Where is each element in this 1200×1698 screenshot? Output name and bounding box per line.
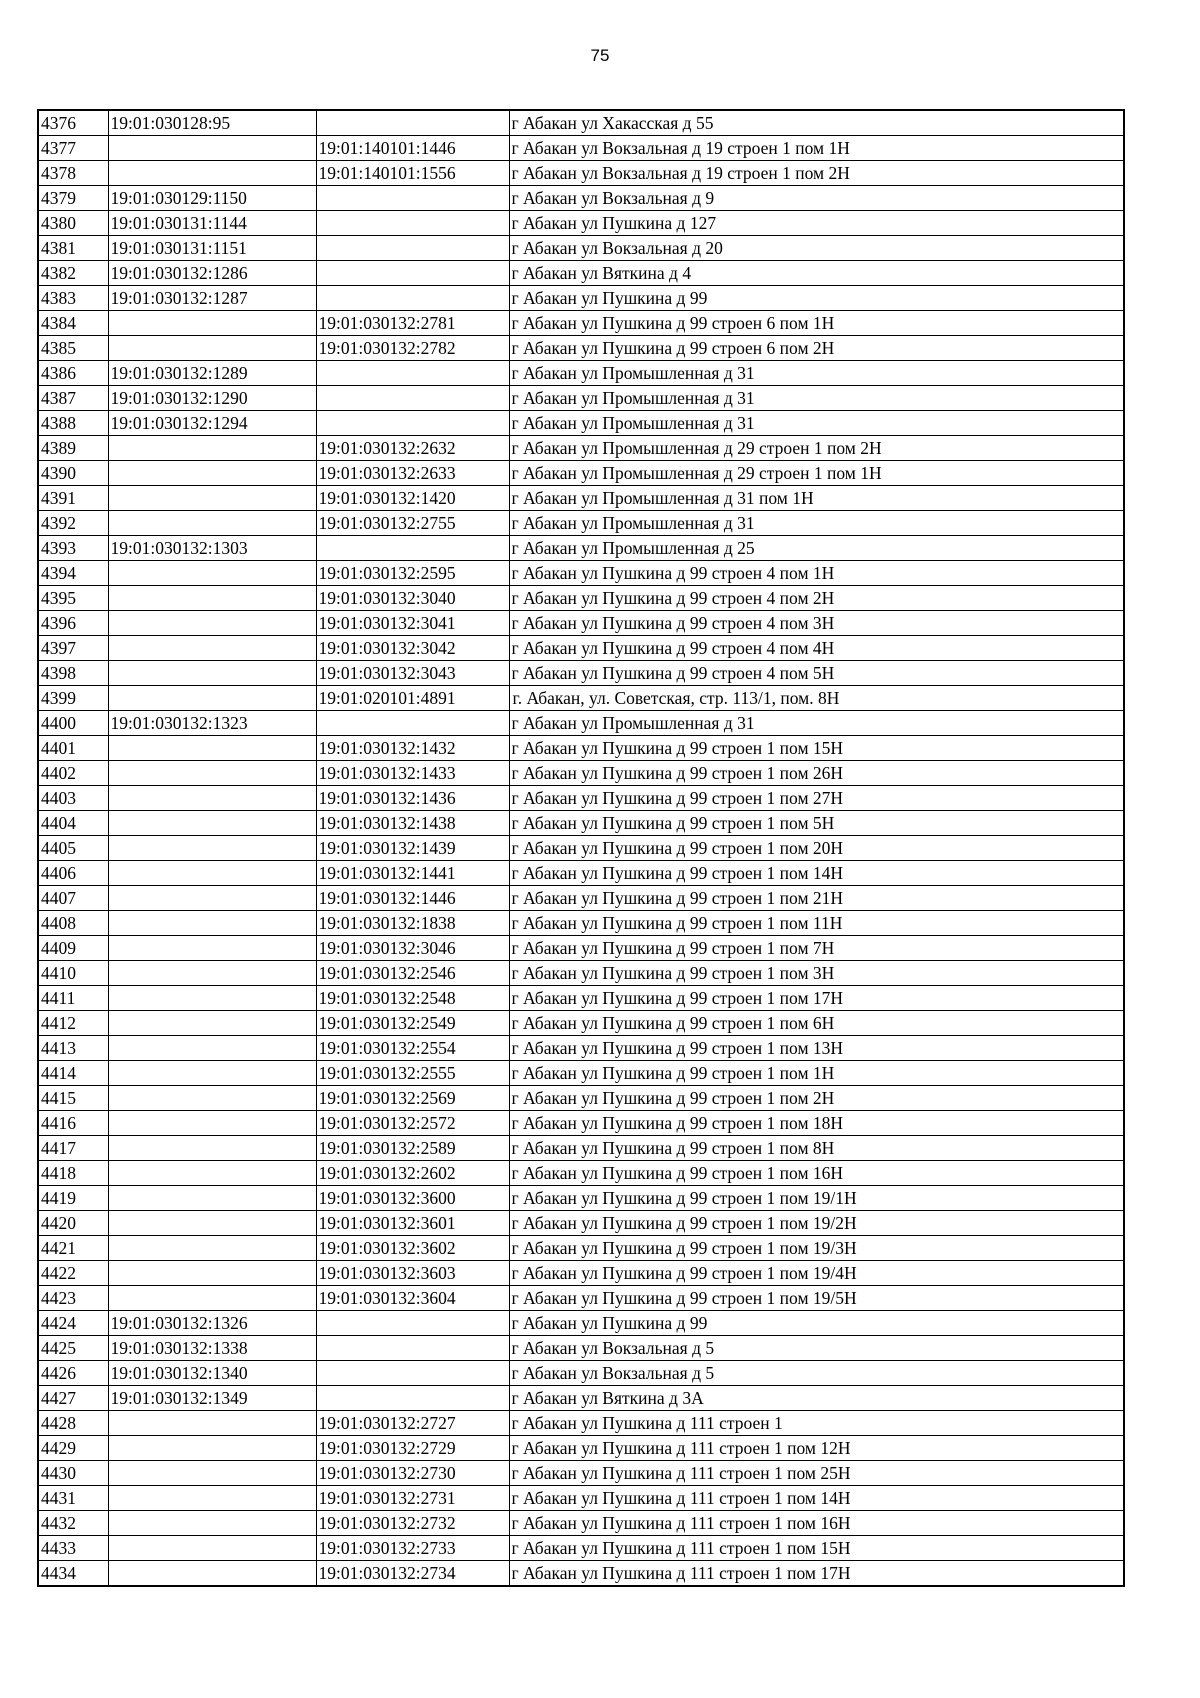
cadastral-number-cell — [108, 1236, 316, 1261]
row-number-cell: 4430 — [38, 1461, 108, 1486]
table-row — [38, 136, 1124, 161]
premises-cadastral-number-cell: 19:01:030132:1441 — [316, 861, 509, 886]
premises-cadastral-number-cell: 19:01:030132:2729 — [316, 1436, 509, 1461]
cadastral-number-cell: 19:01:030132:1287 — [108, 286, 316, 311]
premises-cadastral-number-cell — [316, 236, 509, 261]
premises-cadastral-number-cell: 19:01:030132:2730 — [316, 1461, 509, 1486]
table-row — [38, 511, 1124, 536]
premises-cadastral-number-cell: 19:01:030132:2633 — [316, 461, 509, 486]
address-cell: г Абакан ул Промышленная д 31 — [509, 711, 1124, 736]
table-row — [38, 811, 1124, 836]
table-row — [38, 686, 1124, 711]
table-row — [38, 911, 1124, 936]
table-row — [38, 311, 1124, 336]
address-cell: г Абакан ул Промышленная д 31 пом 1Н — [509, 486, 1124, 511]
cadastral-number-cell — [108, 1561, 316, 1587]
row-number-cell: 4407 — [38, 886, 108, 911]
row-number-cell: 4378 — [38, 161, 108, 186]
row-number-cell: 4379 — [38, 186, 108, 211]
premises-cadastral-number-cell: 19:01:030132:2727 — [316, 1411, 509, 1436]
row-number-cell: 4396 — [38, 611, 108, 636]
cadastral-number-cell — [108, 636, 316, 661]
table-row — [38, 286, 1124, 311]
table-row — [38, 1361, 1124, 1386]
table-row — [38, 461, 1124, 486]
address-cell: г Абакан ул Пушкина д 99 — [509, 1311, 1124, 1336]
table-row — [38, 486, 1124, 511]
address-cell: г Абакан ул Пушкина д 99 строен 1 пом 3Н — [509, 961, 1124, 986]
row-number-cell: 4415 — [38, 1086, 108, 1111]
row-number-cell: 4431 — [38, 1486, 108, 1511]
address-cell: г Абакан ул Пушкина д 99 строен 4 пом 3Н — [509, 611, 1124, 636]
address-cell: г Абакан ул Вокзальная д 19 строен 1 пом 2Н — [509, 161, 1124, 186]
cadastral-number-cell — [108, 1186, 316, 1211]
row-number-cell: 4403 — [38, 786, 108, 811]
table-row — [38, 986, 1124, 1011]
premises-cadastral-number-cell: 19:01:030132:2733 — [316, 1536, 509, 1561]
cadastral-number-cell — [108, 1436, 316, 1461]
address-cell: г Абакан ул Пушкина д 111 строен 1 пом 15Н — [509, 1536, 1124, 1561]
table-row — [38, 1311, 1124, 1336]
page-number: 75 — [590, 46, 610, 65]
premises-cadastral-number-cell: 19:01:030132:3602 — [316, 1236, 509, 1261]
address-cell: г Абакан ул Пушкина д 99 строен 1 пом 21Н — [509, 886, 1124, 911]
cadastral-number-cell — [108, 911, 316, 936]
row-number-cell: 4424 — [38, 1311, 108, 1336]
address-cell: г Абакан ул Промышленная д 29 строен 1 пом 2Н — [509, 436, 1124, 461]
address-cell: г Абакан ул Пушкина д 99 строен 1 пом 20Н — [509, 836, 1124, 861]
address-cell: г Абакан ул Пушкина д 111 строен 1 пом 14Н — [509, 1486, 1124, 1511]
row-number-cell: 4401 — [38, 736, 108, 761]
premises-cadastral-number-cell — [316, 186, 509, 211]
cadastral-number-cell — [108, 161, 316, 186]
address-cell: г Абакан ул Пушкина д 111 строен 1 пом 12Н — [509, 1436, 1124, 1461]
premises-cadastral-number-cell: 19:01:030132:2781 — [316, 311, 509, 336]
premises-cadastral-number-cell: 19:01:030132:2546 — [316, 961, 509, 986]
row-number-cell: 4385 — [38, 336, 108, 361]
row-number-cell: 4420 — [38, 1211, 108, 1236]
cadastral-number-cell — [108, 736, 316, 761]
cadastral-number-cell — [108, 1286, 316, 1311]
table-row — [38, 536, 1124, 561]
table-row — [38, 1111, 1124, 1136]
address-cell: г Абакан ул Пушкина д 99 строен 4 пом 2Н — [509, 586, 1124, 611]
premises-cadastral-number-cell: 19:01:030132:2572 — [316, 1111, 509, 1136]
cadastral-number-cell — [108, 461, 316, 486]
address-cell: г Абакан ул Пушкина д 111 строен 1 пом 25Н — [509, 1461, 1124, 1486]
table-row — [38, 961, 1124, 986]
cadastral-number-cell — [108, 1486, 316, 1511]
address-cell: г Абакан ул Вяткина д 3А — [509, 1386, 1124, 1411]
cadastral-number-cell — [108, 1461, 316, 1486]
cadastral-number-cell: 19:01:030132:1326 — [108, 1311, 316, 1336]
address-cell: г Абакан ул Вокзальная д 20 — [509, 236, 1124, 261]
cadastral-number-cell — [108, 336, 316, 361]
premises-cadastral-number-cell: 19:01:030132:2732 — [316, 1511, 509, 1536]
address-cell: г Абакан ул Пушкина д 99 строен 1 пом 19/5Н — [509, 1286, 1124, 1311]
premises-cadastral-number-cell: 19:01:030132:1438 — [316, 811, 509, 836]
premises-cadastral-number-cell: 19:01:030132:3041 — [316, 611, 509, 636]
premises-cadastral-number-cell: 19:01:030132:1433 — [316, 761, 509, 786]
row-number-cell: 4399 — [38, 686, 108, 711]
row-number-cell: 4413 — [38, 1036, 108, 1061]
table-row — [38, 1461, 1124, 1486]
address-cell: г Абакан ул Пушкина д 99 строен 1 пом 18Н — [509, 1111, 1124, 1136]
table-row — [38, 1086, 1124, 1111]
premises-cadastral-number-cell: 19:01:030132:3042 — [316, 636, 509, 661]
row-number-cell: 4419 — [38, 1186, 108, 1211]
row-number-cell: 4409 — [38, 936, 108, 961]
address-cell: г Абакан ул Промышленная д 31 — [509, 511, 1124, 536]
row-number-cell: 4404 — [38, 811, 108, 836]
cadastral-number-cell — [108, 586, 316, 611]
address-cell: г Абакан ул Пушкина д 99 строен 1 пом 26Н — [509, 761, 1124, 786]
row-number-cell: 4417 — [38, 1136, 108, 1161]
address-cell: г Абакан ул Пушкина д 99 строен 1 пом 7Н — [509, 936, 1124, 961]
table-row — [38, 786, 1124, 811]
cadastral-number-cell — [108, 311, 316, 336]
table-row — [38, 261, 1124, 286]
row-number-cell: 4429 — [38, 1436, 108, 1461]
address-cell: г Абакан ул Пушкина д 99 строен 4 пом 4Н — [509, 636, 1124, 661]
address-cell: г Абакан ул Пушкина д 99 строен 1 пом 15Н — [509, 736, 1124, 761]
table-row — [38, 236, 1124, 261]
address-cell: г Абакан ул Пушкина д 99 строен 4 пом 5Н — [509, 661, 1124, 686]
address-cell: г Абакан ул Промышленная д 31 — [509, 386, 1124, 411]
address-cell: г Абакан ул Промышленная д 25 — [509, 536, 1124, 561]
cadastral-number-cell: 19:01:030128:95 — [108, 110, 316, 136]
cadastral-number-cell — [108, 986, 316, 1011]
table-row — [38, 861, 1124, 886]
address-cell: г Абакан ул Пушкина д 99 строен 1 пом 8Н — [509, 1136, 1124, 1161]
premises-cadastral-number-cell: 19:01:030132:3600 — [316, 1186, 509, 1211]
address-cell: г. Абакан, ул. Советская, стр. 113/1, пом. 8Н — [509, 686, 1124, 711]
table-row — [38, 1536, 1124, 1561]
cadastral-number-cell — [108, 1136, 316, 1161]
address-cell: г Абакан ул Пушкина д 99 строен 1 пом 19/2Н — [509, 1211, 1124, 1236]
premises-cadastral-number-cell — [316, 536, 509, 561]
cadastral-number-cell: 19:01:030132:1338 — [108, 1336, 316, 1361]
table-row — [38, 1436, 1124, 1461]
row-number-cell: 4392 — [38, 511, 108, 536]
table-row — [38, 886, 1124, 911]
row-number-cell: 4406 — [38, 861, 108, 886]
cadastral-number-cell: 19:01:030131:1151 — [108, 236, 316, 261]
row-number-cell: 4425 — [38, 1336, 108, 1361]
row-number-cell: 4426 — [38, 1361, 108, 1386]
premises-cadastral-number-cell: 19:01:030132:3601 — [316, 1211, 509, 1236]
table-row — [38, 636, 1124, 661]
premises-cadastral-number-cell — [316, 1311, 509, 1336]
row-number-cell: 4397 — [38, 636, 108, 661]
row-number-cell: 4383 — [38, 286, 108, 311]
premises-cadastral-number-cell: 19:01:030132:2782 — [316, 336, 509, 361]
address-cell: г Абакан ул Промышленная д 29 строен 1 пом 1Н — [509, 461, 1124, 486]
cadastral-number-cell — [108, 686, 316, 711]
cadastral-number-cell: 19:01:030132:1294 — [108, 411, 316, 436]
table-row — [38, 611, 1124, 636]
row-number-cell: 4434 — [38, 1561, 108, 1587]
address-cell: г Абакан ул Пушкина д 111 строен 1 пом 16Н — [509, 1511, 1124, 1536]
address-cell: г Абакан ул Пушкина д 127 — [509, 211, 1124, 236]
premises-cadastral-number-cell: 19:01:030132:2549 — [316, 1011, 509, 1036]
premises-cadastral-number-cell — [316, 1386, 509, 1411]
premises-cadastral-number-cell — [316, 286, 509, 311]
table-row — [38, 1011, 1124, 1036]
cadastral-number-cell — [108, 836, 316, 861]
row-number-cell: 4422 — [38, 1261, 108, 1286]
premises-cadastral-number-cell: 19:01:030132:2731 — [316, 1486, 509, 1511]
table-row — [38, 386, 1124, 411]
address-cell: г Абакан ул Пушкина д 99 строен 1 пом 17Н — [509, 986, 1124, 1011]
cadastral-number-cell — [108, 661, 316, 686]
premises-cadastral-number-cell: 19:01:030132:2569 — [316, 1086, 509, 1111]
row-number-cell: 4418 — [38, 1161, 108, 1186]
premises-cadastral-number-cell — [316, 1361, 509, 1386]
table-row — [38, 586, 1124, 611]
cadastral-number-cell — [108, 786, 316, 811]
table-row — [38, 836, 1124, 861]
premises-cadastral-number-cell: 19:01:020101:4891 — [316, 686, 509, 711]
premises-cadastral-number-cell — [316, 110, 509, 136]
cadastral-number-cell: 19:01:030132:1290 — [108, 386, 316, 411]
row-number-cell: 4391 — [38, 486, 108, 511]
table-row — [38, 161, 1124, 186]
address-cell: г Абакан ул Пушкина д 99 строен 1 пом 11Н — [509, 911, 1124, 936]
cadastral-number-cell: 19:01:030132:1286 — [108, 261, 316, 286]
address-cell: г Абакан ул Пушкина д 99 строен 4 пом 1Н — [509, 561, 1124, 586]
row-number-cell: 4381 — [38, 236, 108, 261]
premises-cadastral-number-cell: 19:01:030132:1838 — [316, 911, 509, 936]
table-row — [38, 1486, 1124, 1511]
cadastral-number-cell: 19:01:030132:1303 — [108, 536, 316, 561]
table-row — [38, 1061, 1124, 1086]
address-cell: г Абакан ул Пушкина д 99 строен 1 пом 6Н — [509, 1011, 1124, 1036]
address-cell: г Абакан ул Вокзальная д 5 — [509, 1336, 1124, 1361]
row-number-cell: 4384 — [38, 311, 108, 336]
table-row — [38, 1411, 1124, 1436]
address-cell: г Абакан ул Пушкина д 99 — [509, 286, 1124, 311]
address-cell: г Абакан ул Пушкина д 99 строен 1 пом 16Н — [509, 1161, 1124, 1186]
cadastral-number-cell: 19:01:030131:1144 — [108, 211, 316, 236]
address-cell: г Абакан ул Хакасская д 55 — [509, 110, 1124, 136]
row-number-cell: 4421 — [38, 1236, 108, 1261]
premises-cadastral-number-cell: 19:01:030132:1436 — [316, 786, 509, 811]
cadastral-number-cell — [108, 861, 316, 886]
premises-cadastral-number-cell — [316, 1336, 509, 1361]
row-number-cell: 4398 — [38, 661, 108, 686]
address-cell: г Абакан ул Пушкина д 99 строен 1 пом 1Н — [509, 1061, 1124, 1086]
address-cell: г Абакан ул Пушкина д 99 строен 6 пом 1Н — [509, 311, 1124, 336]
address-cell: г Абакан ул Пушкина д 99 строен 1 пом 19/4Н — [509, 1261, 1124, 1286]
table-row — [38, 1286, 1124, 1311]
row-number-cell: 4386 — [38, 361, 108, 386]
row-number-cell: 4408 — [38, 911, 108, 936]
address-cell: г Абакан ул Вокзальная д 9 — [509, 186, 1124, 211]
address-cell: г Абакан ул Пушкина д 99 строен 1 пом 19/1Н — [509, 1186, 1124, 1211]
table-row — [38, 211, 1124, 236]
address-cell: г Абакан ул Пушкина д 99 строен 1 пом 2Н — [509, 1086, 1124, 1111]
cadastral-number-cell — [108, 1536, 316, 1561]
cadastral-number-cell: 19:01:030132:1323 — [108, 711, 316, 736]
address-cell: г Абакан ул Пушкина д 99 строен 6 пом 2Н — [509, 336, 1124, 361]
address-cell: г Абакан ул Вяткина д 4 — [509, 261, 1124, 286]
cadastral-number-cell: 19:01:030129:1150 — [108, 186, 316, 211]
row-number-cell: 4405 — [38, 836, 108, 861]
premises-cadastral-number-cell: 19:01:030132:2632 — [316, 436, 509, 461]
premises-cadastral-number-cell: 19:01:030132:2554 — [316, 1036, 509, 1061]
cadastral-number-cell — [108, 1211, 316, 1236]
premises-cadastral-number-cell: 19:01:030132:2589 — [316, 1136, 509, 1161]
table-row — [38, 761, 1124, 786]
premises-cadastral-number-cell: 19:01:030132:2555 — [316, 1061, 509, 1086]
table-row — [38, 936, 1124, 961]
row-number-cell: 4400 — [38, 711, 108, 736]
premises-cadastral-number-cell: 19:01:030132:1446 — [316, 886, 509, 911]
premises-cadastral-number-cell — [316, 411, 509, 436]
row-number-cell: 4412 — [38, 1011, 108, 1036]
table-row — [38, 361, 1124, 386]
table-row — [38, 661, 1124, 686]
cadastral-number-cell — [108, 886, 316, 911]
cadastral-number-cell — [108, 936, 316, 961]
cadastral-number-cell — [108, 1036, 316, 1061]
row-number-cell: 4432 — [38, 1511, 108, 1536]
cadastral-number-cell — [108, 1061, 316, 1086]
premises-cadastral-number-cell — [316, 386, 509, 411]
cadastral-number-cell — [108, 761, 316, 786]
row-number-cell: 4380 — [38, 211, 108, 236]
cadastral-number-cell — [108, 961, 316, 986]
table-row — [38, 411, 1124, 436]
premises-cadastral-number-cell: 19:01:030132:2602 — [316, 1161, 509, 1186]
table-row — [38, 1211, 1124, 1236]
address-cell: г Абакан ул Пушкина д 99 строен 1 пом 27Н — [509, 786, 1124, 811]
premises-cadastral-number-cell — [316, 211, 509, 236]
cadastral-number-cell — [108, 1511, 316, 1536]
cadastral-number-cell — [108, 1011, 316, 1036]
premises-cadastral-number-cell: 19:01:140101:1446 — [316, 136, 509, 161]
premises-cadastral-number-cell — [316, 711, 509, 736]
table-row — [38, 110, 1124, 136]
cadastral-number-cell — [108, 436, 316, 461]
premises-cadastral-number-cell: 19:01:030132:3604 — [316, 1286, 509, 1311]
cadastral-number-cell: 19:01:030132:1349 — [108, 1386, 316, 1411]
row-number-cell: 4414 — [38, 1061, 108, 1086]
row-number-cell: 4394 — [38, 561, 108, 586]
table-row — [38, 1186, 1124, 1211]
cadastral-number-cell — [108, 1111, 316, 1136]
row-number-cell: 4411 — [38, 986, 108, 1011]
table-row — [38, 1561, 1124, 1587]
row-number-cell: 4389 — [38, 436, 108, 461]
table-row — [38, 561, 1124, 586]
table-row — [38, 1036, 1124, 1061]
row-number-cell: 4395 — [38, 586, 108, 611]
row-number-cell: 4433 — [38, 1536, 108, 1561]
address-cell: г Абакан ул Пушкина д 99 строен 1 пом 14Н — [509, 861, 1124, 886]
table-row — [38, 1236, 1124, 1261]
row-number-cell: 4427 — [38, 1386, 108, 1411]
table-row — [38, 436, 1124, 461]
table-row — [38, 1161, 1124, 1186]
row-number-cell: 4428 — [38, 1411, 108, 1436]
address-cell: г Абакан ул Пушкина д 111 строен 1 — [509, 1411, 1124, 1436]
row-number-cell: 4382 — [38, 261, 108, 286]
registry-table — [37, 109, 1125, 1587]
address-cell: г Абакан ул Промышленная д 31 — [509, 411, 1124, 436]
table-row — [38, 736, 1124, 761]
premises-cadastral-number-cell: 19:01:030132:2755 — [316, 511, 509, 536]
cadastral-number-cell — [108, 486, 316, 511]
cadastral-number-cell — [108, 136, 316, 161]
premises-cadastral-number-cell: 19:01:030132:1439 — [316, 836, 509, 861]
premises-cadastral-number-cell: 19:01:030132:3043 — [316, 661, 509, 686]
premises-cadastral-number-cell: 19:01:030132:2548 — [316, 986, 509, 1011]
table-row — [38, 186, 1124, 211]
table-row — [38, 336, 1124, 361]
address-cell: г Абакан ул Пушкина д 99 строен 1 пом 5Н — [509, 811, 1124, 836]
premises-cadastral-number-cell — [316, 261, 509, 286]
cadastral-number-cell — [108, 1161, 316, 1186]
cadastral-number-cell — [108, 511, 316, 536]
row-number-cell: 4410 — [38, 961, 108, 986]
row-number-cell: 4393 — [38, 536, 108, 561]
row-number-cell: 4390 — [38, 461, 108, 486]
cadastral-number-cell — [108, 611, 316, 636]
address-cell: г Абакан ул Промышленная д 31 — [509, 361, 1124, 386]
table-row — [38, 1336, 1124, 1361]
table-row — [38, 711, 1124, 736]
cadastral-number-cell — [108, 811, 316, 836]
address-cell: г Абакан ул Пушкина д 99 строен 1 пом 19/3Н — [509, 1236, 1124, 1261]
address-cell: г Абакан ул Вокзальная д 19 строен 1 пом 1Н — [509, 136, 1124, 161]
cadastral-number-cell — [108, 1411, 316, 1436]
cadastral-number-cell — [108, 561, 316, 586]
row-number-cell: 4388 — [38, 411, 108, 436]
premises-cadastral-number-cell: 19:01:030132:3040 — [316, 586, 509, 611]
premises-cadastral-number-cell: 19:01:030132:2595 — [316, 561, 509, 586]
premises-cadastral-number-cell: 19:01:030132:3046 — [316, 936, 509, 961]
premises-cadastral-number-cell: 19:01:140101:1556 — [316, 161, 509, 186]
row-number-cell: 4377 — [38, 136, 108, 161]
cadastral-number-cell: 19:01:030132:1340 — [108, 1361, 316, 1386]
table-row — [38, 1511, 1124, 1536]
registry-table-body — [38, 110, 1124, 1586]
premises-cadastral-number-cell: 19:01:030132:1420 — [316, 486, 509, 511]
table-row — [38, 1386, 1124, 1411]
premises-cadastral-number-cell — [316, 361, 509, 386]
address-cell: г Абакан ул Пушкина д 111 строен 1 пом 17Н — [509, 1561, 1124, 1587]
premises-cadastral-number-cell: 19:01:030132:1432 — [316, 736, 509, 761]
row-number-cell: 4402 — [38, 761, 108, 786]
row-number-cell: 4376 — [38, 110, 108, 136]
row-number-cell: 4416 — [38, 1111, 108, 1136]
table-row — [38, 1136, 1124, 1161]
premises-cadastral-number-cell: 19:01:030132:3603 — [316, 1261, 509, 1286]
address-cell: г Абакан ул Пушкина д 99 строен 1 пом 13Н — [509, 1036, 1124, 1061]
cadastral-number-cell — [108, 1086, 316, 1111]
row-number-cell: 4387 — [38, 386, 108, 411]
cadastral-number-cell: 19:01:030132:1289 — [108, 361, 316, 386]
premises-cadastral-number-cell: 19:01:030132:2734 — [316, 1561, 509, 1587]
cadastral-number-cell — [108, 1261, 316, 1286]
row-number-cell: 4423 — [38, 1286, 108, 1311]
address-cell: г Абакан ул Вокзальная д 5 — [509, 1361, 1124, 1386]
table-row — [38, 1261, 1124, 1286]
